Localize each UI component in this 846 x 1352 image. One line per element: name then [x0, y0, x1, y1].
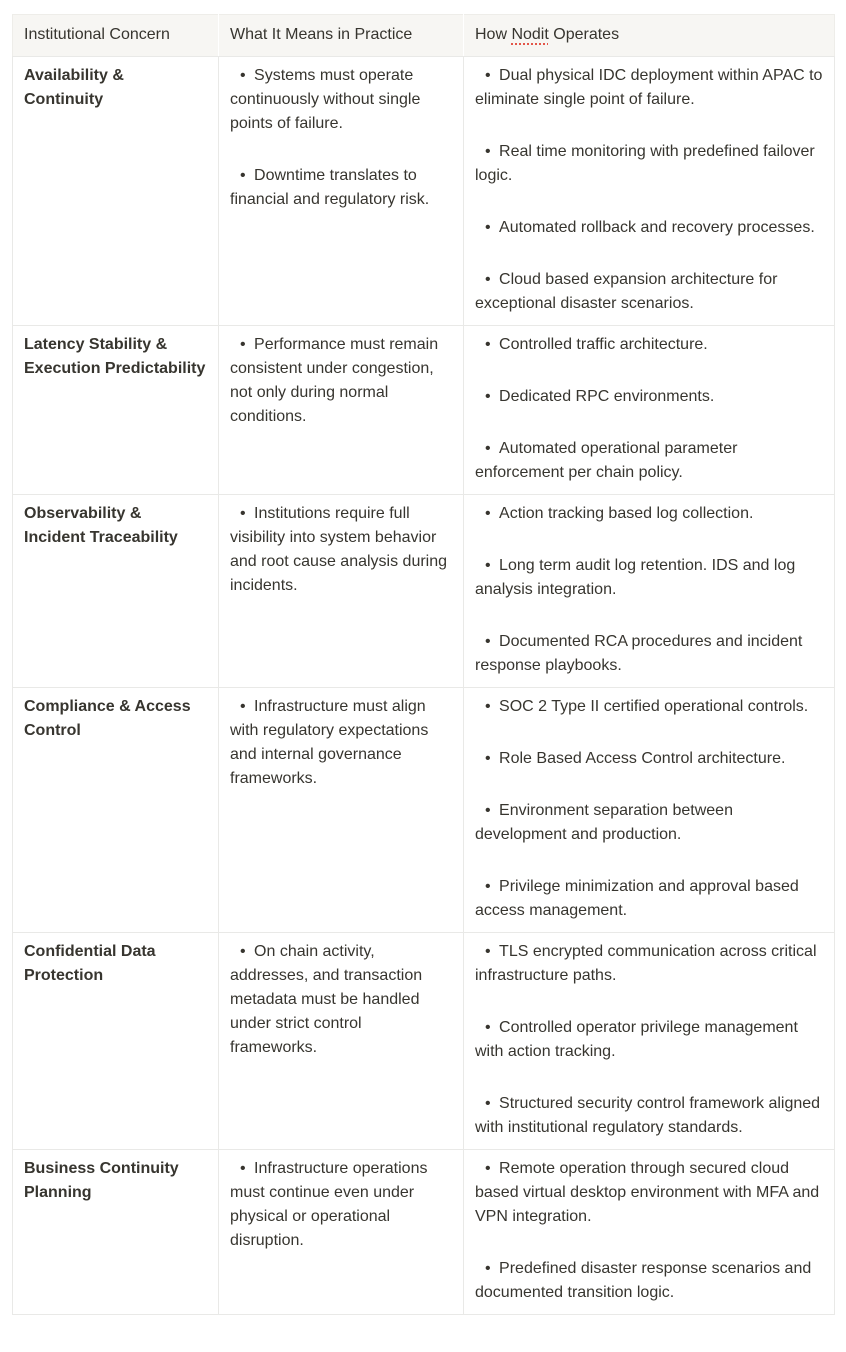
- header-row: [13, 15, 835, 57]
- bullet-item: • Controlled operator privilege management with action tracking.: [475, 1019, 798, 1060]
- table-row: [13, 57, 835, 326]
- bullet-item: • Dedicated RPC environments.: [485, 388, 715, 405]
- bullet-item: • Environment separation between development and production.: [475, 802, 733, 843]
- bullet-item: • SOC 2 Type II certified operational controls.: [485, 698, 809, 715]
- bullet-icon: •: [485, 219, 500, 236]
- bullet-icon: •: [240, 1160, 255, 1177]
- operates-cell[interactable]: [464, 933, 835, 1150]
- table-body: [13, 57, 835, 1315]
- bullet-item: • Role Based Access Control architecture.: [485, 750, 786, 767]
- header-cell-institutional-concern[interactable]: [13, 15, 219, 57]
- bullet-icon: •: [485, 878, 500, 895]
- bullet-icon: •: [485, 557, 500, 574]
- concern-cell[interactable]: Business Continuity Planning: [13, 1150, 219, 1315]
- bullet-item: • Remote operation through secured cloud based virtual desktop environment with MFA and VPN integration.: [475, 1160, 820, 1225]
- bullet-icon: •: [240, 698, 255, 715]
- bullet-icon: •: [485, 698, 500, 715]
- bullet-item: • Performance must remain consistent under congestion, not only during normal conditions.: [230, 336, 439, 425]
- bullet-item: • Dual physical IDC deployment within APAC to eliminate single point of failure.: [475, 67, 823, 108]
- bullet-icon: •: [485, 143, 500, 160]
- bullet-icon: •: [485, 1095, 500, 1112]
- table-row: [13, 326, 835, 495]
- table-row: [13, 688, 835, 933]
- bullet-item: • Documented RCA procedures and incident response playbooks.: [475, 633, 803, 674]
- bullet-item: • Privilege minimization and approval based access management.: [475, 878, 799, 919]
- bullet-icon: •: [240, 336, 255, 353]
- bullet-item: • Controlled traffic architecture.: [485, 336, 708, 353]
- bullet-item: • Institutions require full visibility into system behavior and root cause analysis during incidents.: [230, 505, 448, 594]
- bullet-item: • Infrastructure must align with regulatory expectations and internal governance frameworks.: [230, 698, 429, 787]
- bullet-item: • On chain activity, addresses, and transaction metadata must be handled under strict control frameworks.: [230, 943, 423, 1056]
- bullet-item: • Long term audit log retention. IDS and log analysis integration.: [475, 557, 796, 598]
- practice-cell[interactable]: [219, 933, 464, 1150]
- institutional-concern-table: [12, 14, 835, 1315]
- operates-cell[interactable]: [464, 326, 835, 495]
- bullet-icon: •: [485, 440, 500, 457]
- header-cell-how-nodit-operates[interactable]: [464, 15, 835, 57]
- bullet-item: • Automated rollback and recovery processes.: [485, 219, 815, 236]
- header-label: What It Means in Practice: [230, 26, 413, 43]
- bullet-icon: •: [485, 388, 500, 405]
- concern-cell[interactable]: Observability & Incident Traceability: [13, 495, 219, 688]
- operates-cell[interactable]: [464, 688, 835, 933]
- header-label-part: Operates: [548, 26, 620, 43]
- bullet-icon: •: [485, 505, 500, 522]
- concern-cell[interactable]: Availability & Continuity: [13, 57, 219, 326]
- concern-cell[interactable]: Confidential Data Protection: [13, 933, 219, 1150]
- bullet-icon: •: [485, 67, 500, 84]
- header-label: Institutional Concern: [24, 26, 170, 43]
- bullet-item: • Systems must operate continuously without single points of failure.: [230, 67, 421, 132]
- operates-cell[interactable]: [464, 495, 835, 688]
- bullet-icon: •: [240, 943, 255, 960]
- bullet-icon: •: [485, 633, 500, 650]
- operates-cell[interactable]: [464, 57, 835, 326]
- practice-cell[interactable]: [219, 688, 464, 933]
- bullet-icon: •: [485, 1019, 500, 1036]
- header-label-part: How: [475, 26, 512, 43]
- table-row: [13, 495, 835, 688]
- bullet-item: • TLS encrypted communication across critical infrastructure paths.: [475, 943, 817, 984]
- practice-cell[interactable]: [219, 1150, 464, 1315]
- bullet-icon: •: [485, 336, 500, 353]
- practice-cell[interactable]: [219, 495, 464, 688]
- bullet-icon: •: [485, 943, 500, 960]
- bullet-icon: •: [485, 750, 500, 767]
- bullet-item: • Action tracking based log collection.: [485, 505, 754, 522]
- bullet-icon: •: [485, 271, 500, 288]
- bullet-item: • Automated operational parameter enforcement per chain policy.: [475, 440, 738, 481]
- concern-cell[interactable]: Latency Stability & Execution Predictability: [13, 326, 219, 495]
- bullet-item: • Predefined disaster response scenarios and documented transition logic.: [475, 1260, 812, 1301]
- bullet-item: • Downtime translates to financial and regulatory risk.: [230, 167, 430, 208]
- practice-cell[interactable]: [219, 57, 464, 326]
- bullet-item: • Cloud based expansion architecture for exceptional disaster scenarios.: [475, 271, 778, 312]
- table-row: [13, 933, 835, 1150]
- concern-cell[interactable]: Compliance & Access Control: [13, 688, 219, 933]
- bullet-icon: •: [240, 167, 255, 184]
- operates-cell[interactable]: [464, 1150, 835, 1315]
- bullet-icon: •: [240, 67, 255, 84]
- practice-cell[interactable]: [219, 326, 464, 495]
- concern-table-container: [12, 14, 834, 1315]
- spellcheck-flagged-word: Nodit: [511, 26, 549, 43]
- bullet-item: • Real time monitoring with predefined failover logic.: [475, 143, 815, 184]
- bullet-item: • Structured security control framework aligned with institutional regulatory standards.: [475, 1095, 821, 1136]
- header-cell-what-it-means[interactable]: [219, 15, 464, 57]
- bullet-icon: •: [240, 505, 255, 522]
- table-header: [13, 15, 835, 57]
- bullet-icon: •: [485, 802, 500, 819]
- bullet-icon: •: [485, 1260, 500, 1277]
- bullet-icon: •: [485, 1160, 500, 1177]
- bullet-item: • Infrastructure operations must continue even under physical or operational disruption.: [230, 1160, 428, 1249]
- table-row: [13, 1150, 835, 1315]
